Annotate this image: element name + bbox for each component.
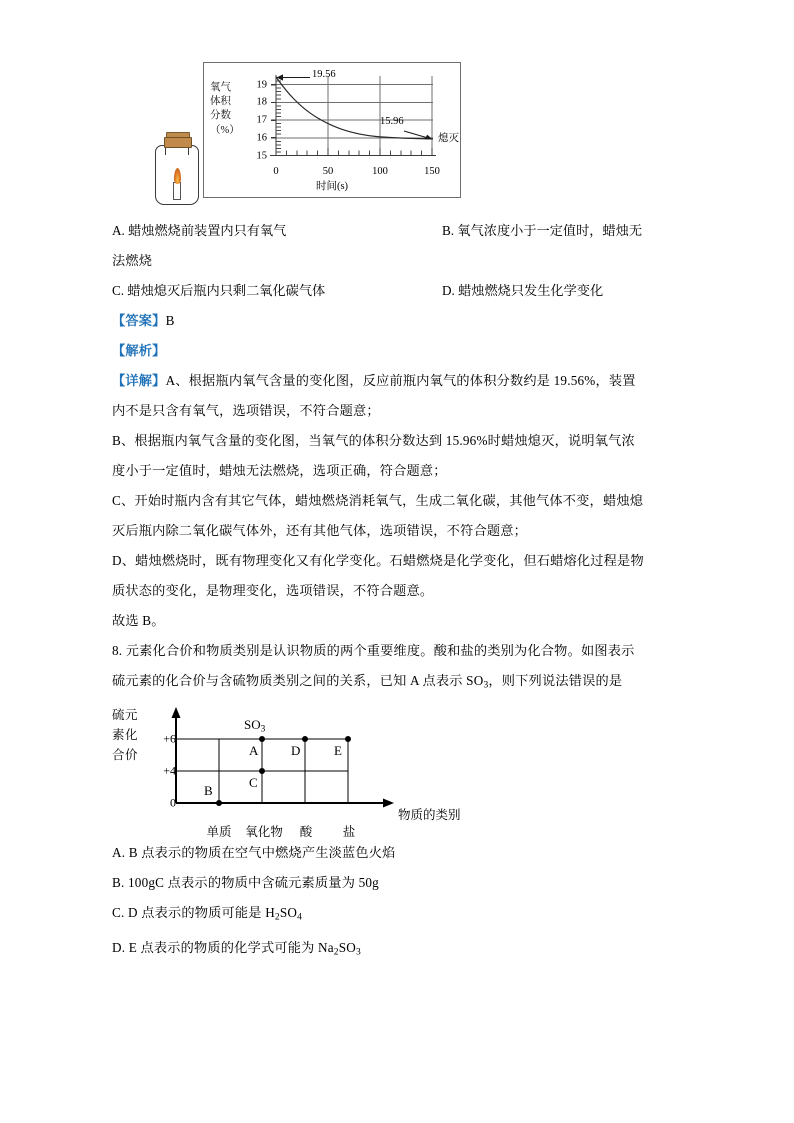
- chart-ytick-18: 18: [256, 96, 267, 108]
- chart-x-major-ticks: [276, 148, 432, 156]
- chart-x-axis-label: 时间(s): [315, 181, 349, 192]
- detail-line-6: 灭后瓶内除二氧化碳气体外，还有其他气体，选项错误，不符合题意；: [112, 523, 528, 538]
- chart-xtick-0: 0: [273, 166, 279, 177]
- q8-option-c-mid: SO: [279, 905, 298, 921]
- fig2-x-axis-title: 物质的类别: [398, 808, 461, 823]
- y-label-line-1: 氧气: [210, 82, 231, 93]
- fig2-point-A: [259, 736, 265, 742]
- chart-gridlines-horizontal: [276, 85, 433, 138]
- fig2-point-C: [259, 768, 265, 774]
- q7-options-row-1: [112, 216, 690, 246]
- figure-valence-category: [112, 701, 690, 840]
- answer-line: [112, 306, 690, 336]
- q7-option-c[interactable]: C. 蜡烛熄灭后瓶内只剩二氧化碳气体: [112, 283, 326, 298]
- fig2-point-E: [345, 736, 351, 742]
- fig2-so3-subscript: 3: [260, 724, 266, 735]
- q8-stem-line-2-a: 硫元素的化合价与含硫物质类别之间的关系，已知 A 点表示 SO: [112, 673, 484, 688]
- detail-line-8: 质状态的变化，是物理变化，选项错误，不符合题意。: [112, 583, 434, 598]
- detail-line-5: C、开始时瓶内含有其它气体，蜡烛燃烧消耗氧气，生成二氧化碳，其他气体不变，蜡烛熄: [112, 493, 644, 508]
- fig2-y-axis-label: [112, 705, 156, 765]
- chart-xtick-100: 100: [372, 166, 388, 177]
- fig2-so3-text: SO: [244, 717, 261, 733]
- q8-option-b[interactable]: B. 100gC 点表示的物质中含硫元素质量为 50g: [112, 875, 379, 891]
- q8-option-c-sub1: 2: [274, 912, 280, 923]
- chart-svg: [276, 76, 436, 162]
- fig2-label-E: E: [334, 743, 342, 759]
- q7-option-a[interactable]: A. 蜡烛燃烧前装置内只有氧气: [112, 223, 287, 238]
- q8-option-c[interactable]: [112, 898, 690, 932]
- chart-ytick-17: 17: [256, 114, 267, 126]
- sealed-bottle-illustration: [151, 132, 203, 207]
- q8-option-d-sub2: 3: [356, 947, 361, 958]
- chart-annotation-initial-value: 19.56: [312, 69, 336, 80]
- q8-stem-so3-subscript: 3: [483, 680, 489, 691]
- detail-line-1: [112, 366, 690, 396]
- figure-candle-oxygen: [112, 62, 690, 212]
- fig2-ytick-zero: 0: [170, 795, 176, 810]
- chart-plot-area: [256, 69, 459, 177]
- y-label-line-4: （%）: [210, 124, 240, 136]
- detail-label: 【详解】: [112, 373, 166, 388]
- q7-option-b-continued: 法燃烧: [112, 253, 153, 268]
- fig2-y-axis-arrowhead: [172, 707, 181, 718]
- fig2-y-label-line-1: 硫元: [112, 708, 139, 723]
- fig2-annotation-so3: [244, 717, 265, 734]
- oxygen-fraction-chart: [203, 62, 461, 198]
- bottle-cork-icon: [164, 137, 192, 148]
- q7-option-d[interactable]: D. 蜡烛燃烧只发生化学变化: [442, 283, 604, 298]
- fig2-xtick-yanghuawu: 氧化物: [245, 825, 283, 840]
- flame-icon: [174, 168, 181, 184]
- q8-option-d-prefix: D. E 点表示的物质的化学式可能为 Na: [112, 939, 334, 955]
- chart-xtick-150: 150: [424, 166, 440, 177]
- fig2-label-A: A: [249, 743, 259, 759]
- fig2-y-label-line-2: 素化: [112, 728, 139, 743]
- chart-ytick-16: 16: [256, 132, 267, 144]
- q8-option-d-mid: SO: [338, 939, 356, 955]
- fig2-point-D: [302, 736, 308, 742]
- chart-y-minor-ticks: [276, 78, 281, 152]
- detail-line-7: D、蜡烛燃烧时，既有物理变化又有化学变化。石蜡燃烧是化学变化，但石蜡熔化过程是物: [112, 553, 644, 568]
- chart-y-major-ticks: [271, 85, 276, 156]
- fig2-xtick-danzhi: 单质: [206, 825, 232, 840]
- q8-stem-line-2-b: ，则下列说法错误的是: [488, 673, 623, 688]
- chart-xtick-50: 50: [322, 166, 334, 177]
- analysis-line: [112, 336, 690, 366]
- answer-value: B: [165, 313, 175, 328]
- q7-option-b[interactable]: B. 氧气浓度小于一定值时，蜡烛无: [442, 223, 643, 238]
- fig2-svg: [158, 707, 458, 819]
- fig2-label-B: B: [204, 783, 213, 799]
- fig2-label-C: C: [249, 775, 258, 791]
- q8-option-c-prefix: C. D 点表示的物质可能是 H: [112, 905, 275, 921]
- fig2-ytick-plus4: +4: [163, 763, 176, 778]
- q8-option-d-sub1: 2: [333, 947, 339, 958]
- fig2-xtick-suan: 酸: [299, 825, 313, 840]
- fig2-ytick-plus6: +6: [163, 731, 176, 746]
- chart-y-axis-label: [210, 81, 252, 138]
- detail-line-2: 内不是只含有氧气，选项错误，不符合题意；: [112, 403, 380, 418]
- chart-annotation-extinguish: 熄灭: [438, 133, 459, 144]
- q7-options-row-2: [112, 276, 690, 306]
- fig2-plot-area: [158, 707, 461, 840]
- detail-line-4: 度小于一定值时，蜡烛无法燃烧，选项正确，符合题意；: [112, 463, 447, 478]
- analysis-label: 【解析】: [112, 343, 166, 358]
- y-label-line-3: 分数: [210, 110, 231, 122]
- q8-option-c-sub2: 4: [297, 912, 303, 923]
- chart-x-minor-ticks: [286, 151, 421, 156]
- chart-ytick-19: 19: [256, 79, 267, 91]
- conclusion-line: 故选 B。: [112, 613, 165, 628]
- chart-decay-curve: [276, 77, 433, 139]
- fig2-label-D: D: [291, 743, 301, 759]
- q8-option-d[interactable]: [112, 933, 690, 967]
- fig2-point-B: [216, 800, 222, 806]
- fig2-x-axis-arrowhead: [383, 799, 394, 808]
- chart-ytick-15: 15: [256, 150, 267, 161]
- detail-line-3: B、根据瓶内氧气含量的变化图，当氧气的体积分数达到 15.96%时蜡烛熄灭，说明氧气浓: [112, 433, 635, 448]
- fig2-y-label-line-3: 合价: [112, 748, 139, 763]
- fig2-xtick-yan: 盐: [342, 825, 356, 840]
- q8-stem-line-1: 8. 元素化合价和物质类别是认识物质的两个重要维度。酸和盐的类别为化合物。如图表示: [112, 643, 635, 658]
- candle-icon: [173, 182, 181, 200]
- q8-stem-line-2: [112, 666, 690, 700]
- answer-label: 【答案】: [112, 313, 166, 328]
- q8-option-a[interactable]: A. B 点表示的物质在空气中燃烧产生淡蓝色火焰: [112, 845, 396, 861]
- chart-annotation-arrow-start: [277, 74, 311, 80]
- chart-annotation-final-value: 15.96: [380, 116, 404, 127]
- page-content: [112, 60, 690, 967]
- detail-text-1: A、根据瓶内氧气含量的变化图，反应前瓶内氧气的体积分数约是 19.56%，装置: [165, 373, 636, 388]
- y-label-line-2: 体积: [210, 96, 231, 108]
